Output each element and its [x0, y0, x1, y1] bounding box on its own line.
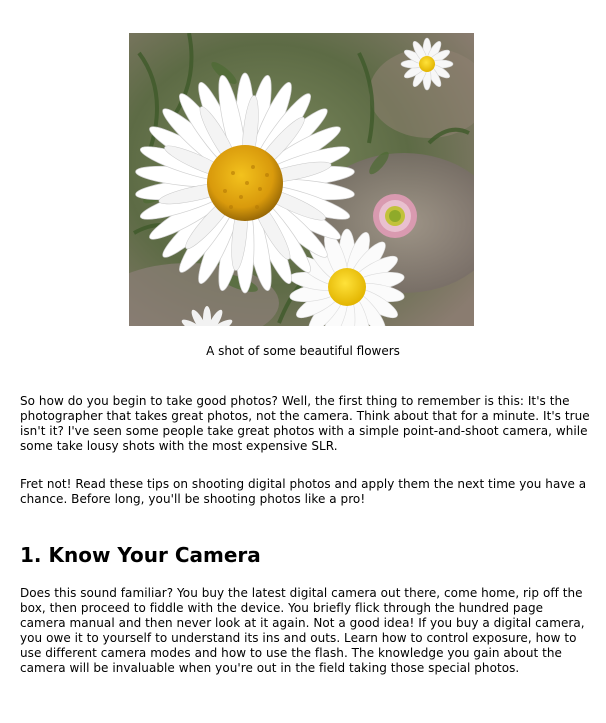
section-heading: 1. Know Your Camera	[20, 543, 261, 567]
intro-paragraph-2: Fret not! Read these tips on shooting digital photos and apply them the next time you have a chance. Before long, you'll be shooting photos like a pro!	[20, 477, 587, 506]
intro-paragraph-1: So how do you begin to take good photos? Well, the first thing to remember is this: It's the photographer that takes great photos, not the camera. Think about that for a minute. It's true isn't it? I've seen some people take great photos with a simple point-and-shoot camera, while some take lousy shots with the most expensive SLR.	[20, 394, 590, 453]
section-body-paragraph: Does this sound familiar? You buy the latest digital camera out there, come home, rip off the box, then proceed to fiddle with the device. You briefly flick through the hundred page camera manual and then never look at it again. Not a good idea! If you buy a digital camera, you owe it to yourself to understand its ins and outs. Learn how to control exposure, how to use different camera modes and how to use the flash. The knowledge you gain about the camera will be invaluable when you're out in the field taking those special photos.	[20, 586, 585, 675]
photo-caption: A shot of some beautiful flowers	[206, 344, 400, 358]
daisy-image	[129, 33, 474, 326]
flower-photo	[129, 33, 474, 326]
